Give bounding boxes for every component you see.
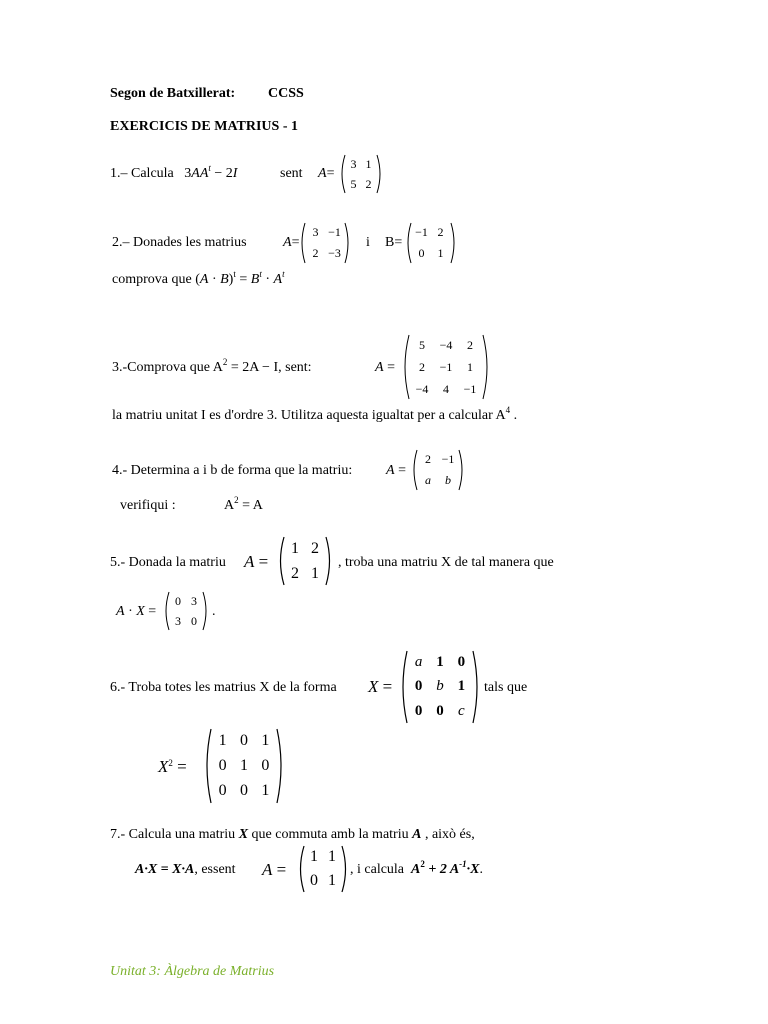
matrix-cell: 5	[419, 337, 425, 352]
matrix-cell: 3	[350, 156, 357, 171]
matrix-cell: 1	[365, 156, 372, 171]
ex1-var: A=	[318, 166, 335, 181]
matrix-cell: 1	[218, 731, 227, 749]
ex5-matrix	[276, 536, 334, 586]
ex7-statement: 7.- Calcula una matriu X que commuta amb la matriu A , això és,	[110, 827, 475, 842]
matrix-cell: 4	[443, 381, 449, 396]
ex6-lhs: $X^2$ =	[158, 757, 187, 776]
ex2-matrix-a	[298, 222, 352, 264]
ex5-var: A =	[244, 552, 269, 571]
matrix-cell: 0	[436, 703, 444, 720]
page-title: EXERCICIS DE MATRIUS - 1	[110, 119, 298, 134]
ex1-sent: sent	[280, 166, 303, 181]
matrix-cell: 0	[239, 782, 248, 800]
matrix-cell: 3	[175, 613, 181, 628]
matrix-cell: 1	[437, 246, 444, 260]
matrix-cell: 1	[261, 731, 270, 749]
ex3-matrix	[400, 334, 492, 400]
matrix-cell: 2	[311, 539, 319, 557]
matrix-cell: b	[436, 678, 444, 695]
matrix-cell: −1	[328, 225, 341, 239]
matrix-cell: 0	[418, 246, 425, 260]
matrix-cell: 1	[328, 848, 336, 865]
matrix-cell: −1	[415, 225, 428, 239]
matrix-cell: 2	[425, 452, 431, 466]
ex2-var-b: B=	[385, 235, 403, 250]
matrix-cell: 0	[218, 756, 227, 774]
matrix-cell: 1	[291, 539, 299, 557]
matrix-cell: −3	[328, 246, 341, 260]
ex5-statement: 5.- Donada la matriu	[110, 555, 226, 570]
matrix-cell: 1	[328, 872, 336, 889]
matrix-cell: a	[425, 473, 431, 487]
matrix-cell: 0	[457, 653, 466, 670]
ex5-end: .	[212, 604, 216, 619]
matrix-cell: 0	[261, 756, 270, 774]
matrix-cell: b	[445, 473, 451, 487]
ex3-statement: 3.-Comprova que $A^2 = 2A - I$, sent:	[112, 357, 312, 375]
ex2-statement: 2.– Donades les matrius	[112, 235, 247, 250]
ex7-calc: , i calcula $A^2 + 2$ $A^{-1}\cdot X$.	[350, 859, 484, 877]
ex4-matrix	[410, 449, 466, 491]
matrix-cell: 0	[175, 593, 181, 608]
matrix-cell: −1	[463, 381, 477, 396]
matrix-cell: 1	[436, 653, 444, 670]
matrix-cell: 0	[239, 731, 248, 749]
matrix-cell: −1	[439, 359, 453, 374]
matrix-cell: −1	[441, 452, 455, 466]
ex3-var: A =	[375, 360, 395, 375]
ex4-condition: $A^2 = A$	[224, 495, 263, 513]
matrix-cell: 1	[261, 782, 270, 800]
matrix-cell: 2	[365, 176, 372, 191]
ex2-and: i	[366, 235, 370, 250]
matrix-cell: −4	[439, 337, 453, 352]
ex5-lhs: A · X =	[116, 604, 157, 619]
ex6-statement: 6.- Troba totes les matrius X de la forma	[110, 680, 337, 695]
matrix-cell: 3	[312, 225, 319, 239]
matrix-cell: 2	[467, 337, 473, 352]
ex1-statement: 1.– Calcula $3AA^t - 2I$	[110, 163, 238, 181]
matrix-cell: 2	[419, 359, 425, 374]
matrix-cell: 0	[414, 678, 423, 695]
ex6-rhs-matrix	[202, 728, 286, 804]
ex4-var: A =	[386, 463, 406, 478]
track-label: CCSS	[268, 86, 304, 101]
matrix-cell: 2	[291, 564, 299, 582]
ex5-rest: , troba una matriu X de tal manera que	[338, 555, 554, 570]
matrix-cell: 1	[457, 678, 466, 695]
ex6-matrix	[398, 650, 482, 724]
matrix-cell: 0	[414, 703, 423, 720]
matrix-cell: 3	[191, 593, 197, 608]
matrix-cell: 0	[191, 613, 197, 628]
matrix-cell: 2	[437, 225, 444, 239]
ex7-equation: A·X = X·A, essent	[135, 862, 236, 877]
matrix-cell: 1	[311, 564, 319, 582]
ex6-var: X =	[368, 677, 393, 696]
matrix-cell: 1	[310, 848, 318, 865]
ex5-rhs-matrix	[162, 591, 210, 631]
matrix-cell: 0	[218, 782, 227, 800]
course-label: Segon de Batxillerat:	[110, 86, 236, 101]
ex2-matrix-b	[404, 222, 458, 264]
matrix-cell: 0	[310, 872, 318, 889]
ex2-var-a: A=	[283, 235, 300, 250]
matrix-cell: c	[457, 703, 465, 720]
ex2-check: comprova que $(A \cdot B)^t = B^t \cdot A^t$	[112, 269, 285, 287]
ex1-matrix	[338, 154, 384, 194]
matrix-cell: a	[414, 653, 423, 670]
matrix-cell: 2	[312, 246, 319, 260]
matrix-cell: 1	[239, 756, 248, 774]
matrix-cell: 5	[350, 176, 357, 191]
ex4-verify: verifiqui :	[120, 498, 176, 513]
ex4-statement: 4.- Determina a i b de forma que la matriu:	[112, 463, 353, 478]
ex7-var: A =	[262, 860, 287, 879]
ex3-note: la matriu unitat I es d'ordre 3. Utilitza aquesta igualtat per a calcular $A^4$ .	[112, 405, 518, 423]
footer-unit-title: Unitat 3: Àlgebra de Matrius	[110, 964, 275, 979]
ex6-rest: tals que	[484, 680, 528, 695]
ex7-matrix	[296, 845, 350, 893]
matrix-cell: 1	[467, 359, 473, 374]
matrix-cell: −4	[415, 381, 429, 396]
